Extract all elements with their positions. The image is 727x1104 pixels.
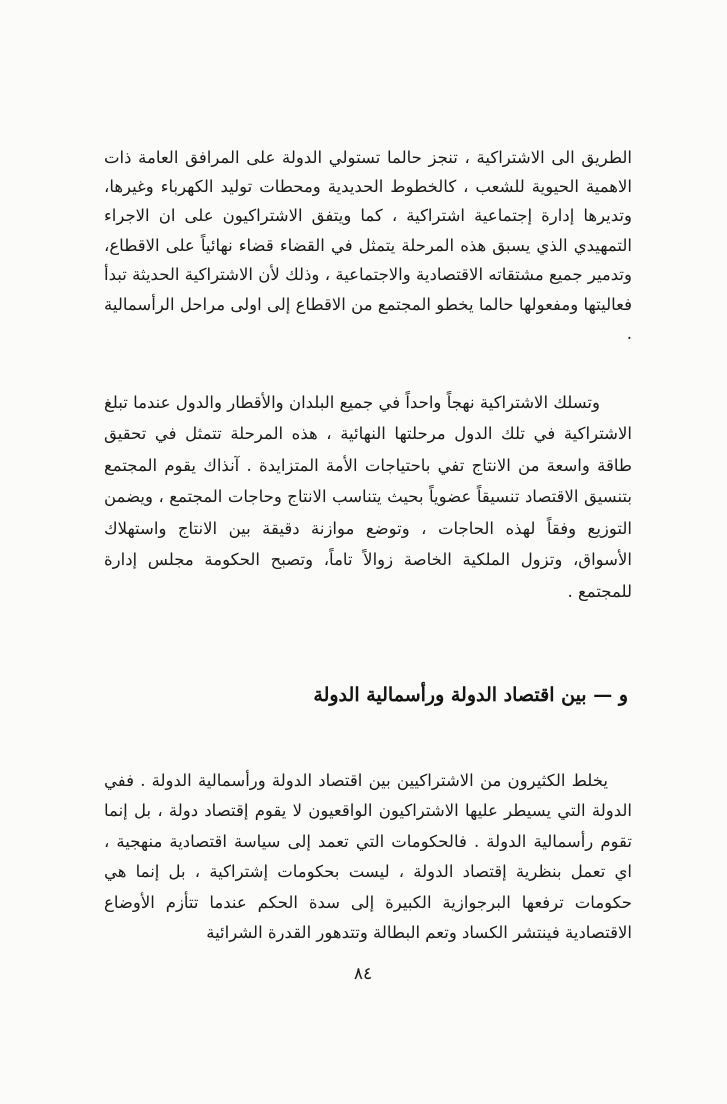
paragraph-1: الطريق الى الاشتراكية ، تنجز حالما تستولي الدولة على المرافق العامة ذات الاهمية الحيوية للشعب ، كالخطوط الحديدية ومحطات توليد الكهرباء وغيرها، وتديرها إدارة إجتماعية اشتراكية ، كما ويتفق الاشتراكيون على ان الاجراء التمهيدي الذي يسبق هذه المرحلة يتمثل في القضاء قضاء نهائياً على الاقطاع، وتدمير جميع مشتقاته الاقتصادية والاجتماعية ، وذلك لأن الاشتراكية الحديثة تبدأ فعاليتها ومفعولها حالما يخطو المجتمع من الاقطاع إلى اولى مراحل الرأسمالية .	[104, 147, 632, 343]
section-heading: و — بين اقتصاد الدولة ورأسمالية الدولة	[313, 683, 628, 706]
paragraph-2: وتسلك الاشتراكية نهجاً واحداً في جميع البلدان والأقطار والدول عندما تبلغ الاشتراكية في تلك الدول مرحلتها النهائية ، هذه المرحلة تتمثل في تحقيق طاقة واسعة من الانتاج تفي باحتياجات الأمة المتزايدة . آنذاك يقوم المجتمع بتنسيق الاقتصاد تنسيقاً عضوياً بحيث يتناسب الانتاج وحاجات المجتمع ، ويضمن التوزيع وفقاً لهذه الحاجات ، وتوضع موازنة دقيقة بين الانتاج واستهلاك الأسواق، وتزول الملكية الخاصة زوالاً تاماً، وتصبح الحكومة مجلس إدارة للمجتمع .	[104, 392, 632, 601]
paragraph-3: يخلط الكثيرون من الاشتراكيين بين اقتصاد الدولة ورأسمالية الدولة . ففي الدولة التي يسيطر عليها الاشتراكيون الواقعيون لا يقوم إقتصاد دولة ، بل إنما تقوم رأسمالية الدولة . فالحكومات التي تعمد إلى سياسة اقتصادية منهجية ، اي تعمل بنظرية إقتصاد الدولة ، ليست بحكومات إشتراكية ، بل إنما هي حكومات ترفعها البرجوازية الكبيرة إلى سدة الحكم عندما تتأزم الأوضاع الاقتصادية فينتشر الكساد وتعم البطالة وتتدهور القدرة الشرائية	[104, 770, 632, 943]
page-number: ٨٤	[353, 964, 373, 984]
